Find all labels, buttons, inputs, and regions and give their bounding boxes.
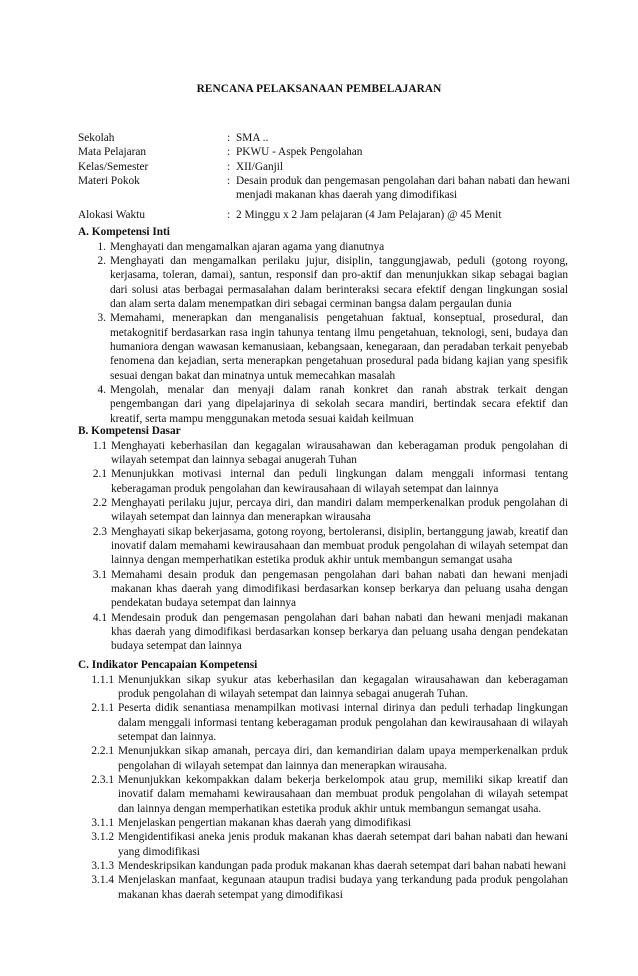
- meta-separator: :: [227, 146, 231, 159]
- list-item: [78, 611, 568, 654]
- item-number: 2.3: [92, 525, 107, 538]
- item-text: Mendeskripsikan kandungan pada produk makanan khas daerah setempat dari bahan nabati hewani: [118, 859, 567, 872]
- item-text: Menunjukkan sikap syukur atas keberhasilan dan kegagalan wirausahawan dan keberagaman produk pengolahan di wilayah setempat dan lainnya sebagai anugerah Tuhan.: [118, 673, 568, 700]
- item-text: Menunjukkan kekompakkan dalam bekerja berkelompok atau grup, memiliki sikap kreatif dan inovatif dalam memahami kewirausahaan dan membuat produk pengolahan di wilayah setempat dan lainnya dengan memperhatikan estetika produk akhir untuk membangun semangat usaha.: [118, 773, 568, 815]
- item-number: 2.2: [92, 496, 107, 509]
- item-text: Menghayati perilaku jujur, percaya diri, dan mandiri dalam memperkenalkan produk pengolahan di wilayah setempat dan lainnya dan menerapkan wirausaha: [111, 496, 568, 524]
- item-text: Memahami, menerapkan dan menganalisis pengetahuan faktual, konseptual, prosedural, dan metakognitif berdasarkan rasa ingin tahunya tentang ilmu pengetahuan, teknologi, seni, budaya dan humaniora dengan wawasan kemanusiaan, kebangsaan, kenegaraan, dan peradaban terkait penyebab fenomena dan kejadian, serta menerapkan pengetahuan prosedural pada bidang kajian yang spesifik sesuai dengan bakat dan minatnya untuk memecahkan masalah: [110, 312, 568, 382]
- list-item: [78, 816, 568, 830]
- meta-value: XII/Ganjil: [236, 160, 284, 173]
- item-text: Menunjukkan motivasi internal dan peduli lingkungan dalam menggali informasi tentang keberagaman produk pengolahan dan kewirausahaan di wilayah setempat dan lainnya: [111, 468, 568, 495]
- item-text: Menghayati dan mengamalkan perilaku jujur, disiplin, tanggungjawab, peduli (gotong royong, kerjasama, toleran, damai), santun, responsif dan pro-aktif dan menunjukkan sikap sebagai bagian dari solusi atas berbagai permasalahan dalam berinteraksi secara efektif dengan lingkungan sosial dan alam serta dalam menempatkan diri sebagai cerminan bangsa dalam pergaulan dunia: [110, 254, 568, 310]
- item-text: Mengidentifikasi aneka jenis produk makanan khas daerah setempat dari bahan nabati dan hewani yang dimodifikasi: [118, 831, 568, 858]
- section-heading: B. Kompetensi Dasar: [78, 425, 181, 437]
- item-text: Menghayati keberhasilan dan kegagalan wirausahawan dan keberagaman produk pengolahan di wilayah setempat dan lainnya sebagai anugerah Tuhan: [111, 439, 568, 466]
- meta-row-alokasi-waktu: [78, 208, 578, 222]
- list-item: [78, 744, 568, 773]
- meta-key: Materi Pokok: [78, 174, 140, 187]
- item-number: 4.: [97, 383, 106, 396]
- item-text: Menjelaskan pengertian makanan khas daerah yang dimodifikasi: [118, 816, 411, 829]
- item-number: 2.1.1: [91, 702, 114, 715]
- document-title: RENCANA PELAKSANAAN PEMBELAJARAN: [196, 83, 442, 95]
- list-item: [78, 701, 568, 744]
- list-item: [78, 525, 568, 568]
- item-text: Memahami desain produk dan pengemasan pengolahan dari bahan nabati dan hewani menjadi makanan khas daerah yang dimodifikasi berdasarkan konsep berkarya dan peluang usaha dengan pendekatan budaya setempat dan lainnya: [111, 568, 568, 610]
- meta-value: 2 Minggu x 2 Jam pelajaran (4 Jam Pelajaran) @ 45 Menit: [236, 209, 502, 222]
- item-text: Menghayati sikap bekerjasama, gotong royong, bertoleransi, disiplin, bertanggung jawab, kreatif dan inovatif dalam memahami kewirausahaan dan membuat produk pengolahan di wilayah setempat dan lainnya dengan memperhatikan estetika produk akhir untuk membangun semangat usaha: [111, 525, 568, 567]
- list-item: [78, 311, 568, 383]
- item-number: 3.1.1: [91, 816, 114, 829]
- item-text: Menjelaskan manfaat, kegunaan ataupun tradisi budaya yang terkandung pada produk pengolahan makanan khas daerah setempat yang dimodifikasi: [118, 874, 568, 901]
- meta-row-mata-pelajaran: [78, 145, 578, 159]
- meta-value: Desain produk dan pengemasan pengolahan dari bahan nabati dan hewani menjadi makanan khas daerah yang dimodifikasi: [236, 174, 571, 202]
- meta-separator: :: [227, 160, 231, 173]
- list-item: [78, 830, 568, 859]
- identity-table: [78, 131, 578, 223]
- meta-separator: :: [227, 132, 231, 144]
- list-item: [78, 873, 568, 902]
- meta-row-sekolah: [78, 131, 578, 145]
- meta-key: Sekolah: [78, 132, 115, 144]
- item-text: Mengolah, menalar dan menyaji dalam ranah konkret dan ranah abstrak terkait dengan pengembangan dari yang dipelajarinya di sekolah secara mandiri, bertindak secara efektif dan kreatif, serta mampu menggunakan metoda sesuai kaidah keilmuan: [110, 383, 568, 425]
- item-text: Peserta didik senantiasa menampilkan motivasi internal dirinya dan peduli terhadap lingkungan dalam menggali informasi tentang keberagaman produk pengolahan dan kewirausahaan di wilayah setempat dan lainnya.: [118, 702, 568, 743]
- meta-row-kelas-semester: [78, 160, 578, 174]
- item-number: 3.1: [92, 568, 107, 581]
- list-item: [78, 254, 568, 311]
- item-number: 3.: [97, 312, 106, 325]
- meta-key: Alokasi Waktu: [78, 209, 145, 222]
- item-number: 1.: [97, 240, 106, 253]
- list-item: [78, 496, 568, 525]
- item-number: 2.1: [92, 468, 107, 481]
- meta-separator: :: [227, 209, 231, 222]
- meta-key: Kelas/Semester: [78, 160, 149, 173]
- item-text: Menghayati dan mengamalkan ajaran agama yang dianutnya: [110, 240, 385, 253]
- item-number: 3.1.2: [91, 831, 114, 844]
- list-item: [78, 383, 568, 426]
- item-text: Menunjukkan sikap amanah, percaya diri, dan kemandirian dalam upaya memperkenalkan prduk pengolahan di wilayah setempat dan lainnya dan menerapkan wirausaha.: [118, 745, 568, 772]
- list-item: [78, 859, 568, 873]
- list-item: [78, 467, 568, 496]
- list-item: [78, 439, 568, 468]
- list-item: [78, 568, 568, 611]
- item-number: 3.1.4: [91, 874, 114, 887]
- meta-key: Mata Pelajaran: [78, 146, 147, 159]
- list-item: [78, 673, 568, 702]
- item-number: 3.1.3: [91, 859, 114, 872]
- section-heading: A. Kompetensi Inti: [78, 226, 170, 238]
- meta-value: PKWU - Aspek Pengolahan: [236, 146, 363, 159]
- item-text: Mendesain produk dan pengemasan pengolahan dari bahan nabati dan hewani menjadi makanan khas daerah yang dimodifikasi berdasarkan konsep berkarya dan peluang usaha dengan pendekatan budaya setempat dan lainnya: [111, 611, 568, 653]
- item-number: 4.1: [92, 611, 107, 624]
- section-heading: C. Indikator Pencapaian Kompetensi: [78, 659, 258, 671]
- section-kompetensi-inti: [78, 225, 568, 426]
- item-number: 2.3.1: [91, 773, 114, 786]
- item-number: 2.: [97, 254, 106, 267]
- meta-value: SMA ..: [236, 132, 269, 144]
- item-number: 1.1: [92, 439, 107, 452]
- item-number: 1.1.1: [91, 673, 114, 686]
- meta-separator: :: [227, 174, 231, 187]
- list-item: [78, 240, 568, 254]
- meta-row-materi-pokok: [78, 174, 578, 203]
- list-item: [78, 773, 568, 816]
- section-kompetensi-dasar: [78, 424, 568, 654]
- item-number: 2.2.1: [91, 745, 114, 758]
- section-indikator: [78, 658, 568, 902]
